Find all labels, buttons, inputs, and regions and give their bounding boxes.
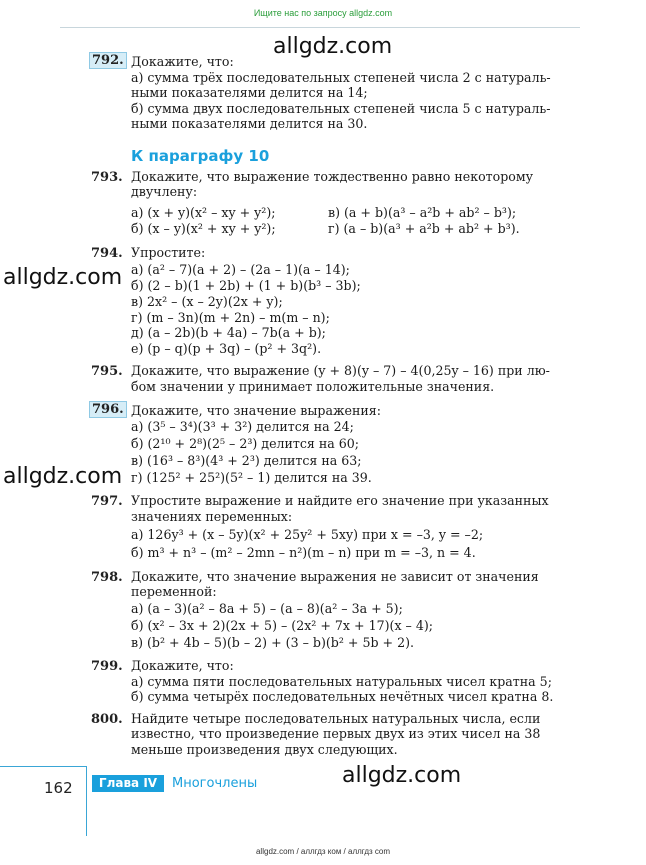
- problem-796-line: Докажите, что значение выражения:: [131, 403, 381, 418]
- problem-number-798: 798.: [91, 570, 123, 585]
- watermark: allgdz.com: [3, 265, 123, 290]
- top-divider: [60, 27, 580, 28]
- problem-797-item: а) 126y³ + (x – 5y)(x² + 25y² + 5xy) при x = –3, y = –2;: [131, 527, 484, 542]
- problem-794-item: е) (p – q)(p + 3q) – (p² + 3q²).: [131, 341, 322, 356]
- footer-vertical-rule: [86, 766, 87, 836]
- problem-798-item: б) (x² – 3x + 2)(2x + 5) – (2x² + 7x + 17)(x – 4);: [131, 618, 434, 633]
- problem-number-796: 796.: [89, 401, 127, 418]
- problem-number-794: 794.: [91, 246, 123, 261]
- top-banner: Ищите нас по запросу allgdz.com: [253, 8, 393, 18]
- problem-799-item: а) сумма пяти последовательных натуральных чисел кратна 5;: [131, 674, 552, 689]
- page-number: 162: [44, 779, 73, 797]
- problem-792-line: ными показателями делится на 30.: [131, 116, 368, 131]
- problem-796-item: б) (2¹⁰ + 2⁸)(2⁵ – 2³) делится на 60;: [131, 436, 360, 451]
- problem-800-line: известно, что произведение первых двух из этих чисел на 38: [131, 726, 541, 741]
- problem-800-line: Найдите четыре последовательных натуральных числа, если: [131, 711, 541, 726]
- problem-792-line: б) сумма двух последовательных степеней числа 5 с натураль-: [131, 101, 551, 116]
- problem-793-line: Докажите, что выражение тождественно равно некоторому: [131, 169, 534, 184]
- problem-797-line: значениях переменных:: [131, 509, 293, 524]
- problem-796-item: а) (3⁵ – 3⁴)(3³ + 3²) делится на 24;: [131, 419, 354, 434]
- problem-795-line: бом значении y принимает положительные значения.: [131, 379, 495, 394]
- problem-number-800: 800.: [91, 712, 123, 727]
- problem-794-item: б) (2 – b)(1 + 2b) + (1 + b)(b³ – 3b);: [131, 278, 361, 293]
- section-heading: К параграфу 10: [131, 147, 270, 165]
- problem-798-line: переменной:: [131, 584, 217, 599]
- problem-number-792: 792.: [89, 52, 127, 69]
- problem-794-line: Упростите:: [131, 245, 206, 260]
- problem-797-item: б) m³ + n³ – (m² – 2mn – n²)(m – n) при m = –3, n = 4.: [131, 545, 476, 560]
- footer-rule: [0, 766, 86, 767]
- problem-794-item: а) (a² – 7)(a + 2) – (2a – 1)(a – 14);: [131, 262, 350, 277]
- chapter-title: Многочлены: [172, 776, 258, 791]
- problem-number-793: 793.: [91, 170, 123, 185]
- problem-794-item: д) (a – 2b)(b + 4a) – 7b(a + b);: [131, 325, 326, 340]
- watermark: allgdz.com: [3, 464, 123, 489]
- problem-795-line: Докажите, что выражение (y + 8)(y – 7) – 4(0,25y – 16) при лю-: [131, 363, 550, 378]
- problem-794-item: в) 2x² – (x – 2y)(2x + y);: [131, 294, 283, 309]
- problem-792-text: Докажите, что:: [131, 54, 234, 69]
- problem-792-line: а) сумма трёх последовательных степеней числа 2 с натураль-: [131, 70, 551, 85]
- problem-798-item: в) (b² + 4b – 5)(b – 2) + (3 – b)(b² + 5b + 2).: [131, 635, 415, 650]
- problem-793-item-b: б) (x – y)(x² + xy + y²);: [131, 221, 276, 236]
- problem-792-line: ными показателями делится на 14;: [131, 85, 368, 100]
- problem-794-item: г) (m – 3n)(m + 2n) – m(m – n);: [131, 310, 330, 325]
- problem-number-799: 799.: [91, 659, 123, 674]
- problem-799-line: Докажите, что:: [131, 658, 234, 673]
- problem-796-item: г) (125² + 25²)(5² – 1) делится на 39.: [131, 470, 372, 485]
- problem-798-item: а) (a – 3)(a² – 8a + 5) – (a – 8)(a² – 3a + 5);: [131, 601, 403, 616]
- problem-number-795: 795.: [91, 364, 123, 379]
- problem-800-line: меньше произведения двух следующих.: [131, 742, 398, 757]
- watermark: allgdz.com: [342, 763, 462, 788]
- problem-793-line: двучлену:: [131, 184, 198, 199]
- chapter-label: Глава IV: [92, 775, 164, 792]
- problem-798-line: Докажите, что значение выражения не зависит от значения: [131, 569, 539, 584]
- problem-793-item-v: в) (a + b)(a³ – a²b + ab² – b³);: [328, 205, 517, 220]
- watermark: allgdz.com: [273, 34, 393, 59]
- bottom-banner: allgdz.com / аллгдз ком / аллгдз com: [255, 847, 391, 856]
- problem-793-item-g: г) (a – b)(a³ + a²b + ab² + b³).: [328, 221, 520, 236]
- problem-799-item: б) сумма четырёх последовательных нечётных чисел кратна 8.: [131, 689, 554, 704]
- problem-793-item-a: а) (x + y)(x² – xy + y²);: [131, 205, 276, 220]
- problem-796-item: в) (16³ – 8³)(4³ + 2³) делится на 63;: [131, 453, 362, 468]
- problem-number-797: 797.: [91, 494, 123, 509]
- problem-797-line: Упростите выражение и найдите его значение при указанных: [131, 493, 549, 508]
